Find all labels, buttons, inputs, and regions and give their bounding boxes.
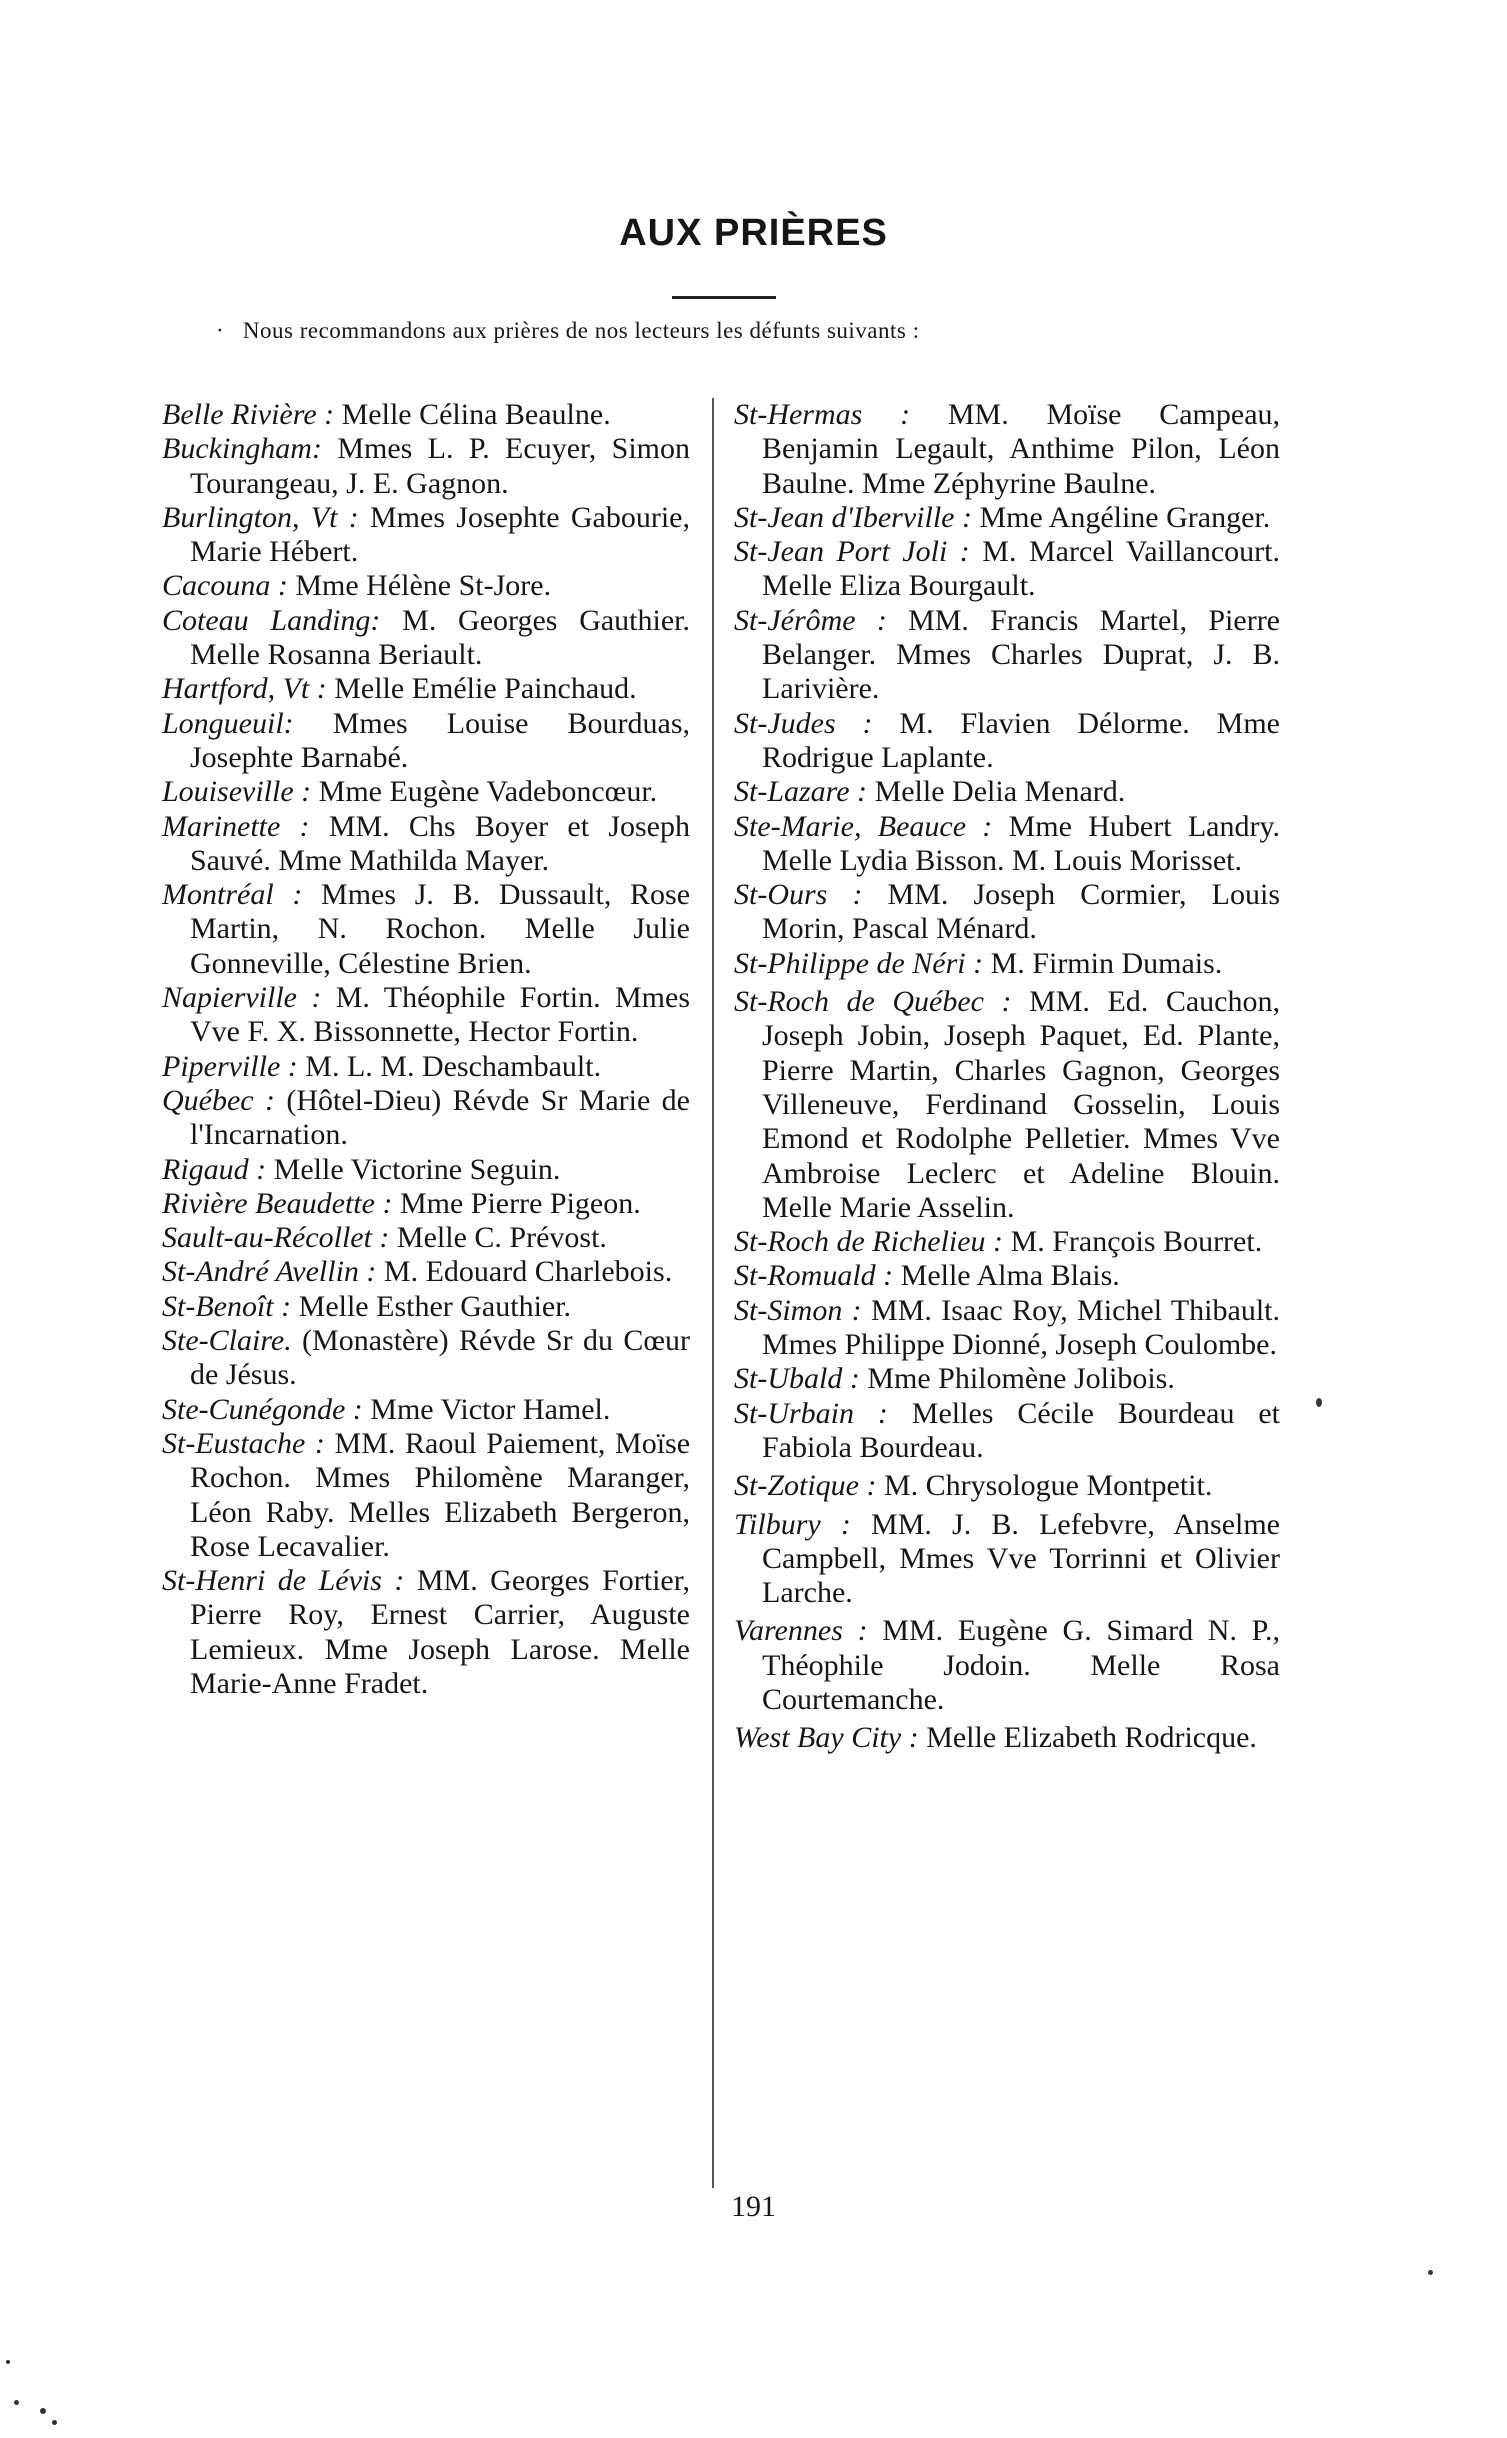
deceased-names: MM. Georges Fortier, Pierre Roy, Ernest Carrier, Auguste Lemieux. Mme Joseph Larose. Melle Marie-Anne Fradet. [190, 1564, 691, 1700]
obituary-entry [162, 1290, 690, 1324]
obituary-entry [162, 1324, 690, 1393]
parish-name: St-Roch de Québec : [734, 985, 1012, 1019]
column-divider [712, 398, 714, 2188]
deceased-names: Mmes L. P. Ecuyer, Simon Tourangeau, J. E. Gagnon. [190, 432, 690, 500]
deceased-names: Mmes J. B. Dussault, Rose Martin, N. Rochon. Melle Julie Gonneville, Célestine Brien. [190, 878, 691, 980]
parish-name: St-Ubald : [734, 1362, 860, 1396]
obituary-entry [162, 604, 690, 673]
parish-name: Burlington, Vt : [162, 500, 359, 534]
deceased-names: MM. Francis Martel, Pierre Belanger. Mmes Charles Duprat, J. B. Larivière. [762, 603, 1280, 706]
print-speck [1316, 1398, 1322, 1407]
parish-name: Ste-Cunégonde : [162, 1392, 363, 1426]
obituary-column-right [734, 398, 1280, 1756]
parish-name: St-Lazare : [734, 775, 868, 809]
obituary-entry [162, 398, 690, 432]
deceased-names: M. Théophile Fortin. Mmes Vve F. X. Bissonnette, Hector Fortin. [190, 981, 691, 1049]
parish-name: Coteau Landing: [162, 603, 381, 637]
parish-name: St-Hermas : [734, 398, 911, 431]
deceased-names: (Hôtel-Dieu) Révde Sr Marie de l'Incarnation. [190, 1083, 691, 1152]
parish-name: Rivière Beaudette : [162, 1186, 393, 1220]
parish-name: West Bay City : [734, 1721, 919, 1755]
deceased-names: Mme Pierre Pigeon. [399, 1186, 641, 1220]
parish-name: Louiseville : [162, 775, 312, 809]
deceased-names: Mme Eugène Vadeboncœur. [318, 775, 658, 809]
parish-name: Ste-Marie, Beauce : [734, 809, 993, 843]
deceased-names: Mme Victor Hamel. [370, 1392, 611, 1426]
deceased-names: Mme Hélène St-Jore. [295, 569, 552, 603]
obituary-entry [734, 535, 1280, 604]
deceased-names: MM. Moïse Campeau, Benjamin Legault, Anthime Pilon, Léon Baulne. Mme Zéphyrine Baulne. [762, 398, 1281, 500]
obituary-entry [162, 569, 690, 603]
obituary-entry [162, 1564, 690, 1701]
deceased-names: M. Georges Gauthier. Melle Rosanna Beriault. [190, 603, 690, 672]
deceased-names: M. Firmin Dumais. [990, 946, 1223, 980]
obituary-column-left [162, 398, 690, 1701]
parish-name: Hartford, Vt : [162, 672, 327, 706]
print-speck [1428, 2270, 1433, 2275]
obituary-entry [162, 432, 690, 501]
deceased-names: Melle Emélie Painchaud. [334, 672, 637, 706]
deceased-names: Melle C. Prévost. [396, 1221, 607, 1255]
obituary-entry [734, 810, 1280, 879]
deceased-names: (Monastère) Révde Sr du Cœur de Jésus. [190, 1324, 690, 1392]
parish-name: St-Benoît : [162, 1289, 292, 1323]
obituary-entry [162, 501, 690, 570]
obituary-entry [734, 707, 1280, 776]
deceased-names: Mme Philomène Jolibois. [867, 1362, 1175, 1396]
parish-name: Napierville : [162, 981, 322, 1015]
deceased-names: Melles Cécile Bourdeau et Fabiola Bourdeau. [762, 1396, 1281, 1464]
parish-name: St-Zotique : [734, 1469, 877, 1503]
deceased-names: M. Edouard Charlebois. [383, 1255, 673, 1289]
obituary-entry [734, 398, 1280, 501]
obituary-entry [734, 1259, 1280, 1293]
obituary-entry [162, 1393, 690, 1427]
obituary-entry [734, 1294, 1280, 1363]
parish-name: Tilbury : [734, 1507, 851, 1541]
parish-name: Piperville : [162, 1049, 298, 1083]
parish-name: Longueuil: [162, 706, 294, 740]
deceased-names: MM. Chs Boyer et Joseph Sauvé. Mme Mathilda Mayer. [190, 809, 690, 877]
parish-name: Montréal : [162, 878, 303, 912]
deceased-names: Melle Célina Beaulne. [341, 398, 611, 431]
deceased-names: Melle Esther Gauthier. [298, 1289, 572, 1323]
obituary-entry [162, 707, 690, 776]
deceased-names: Melle Delia Menard. [874, 775, 1126, 809]
parish-name: St-André Avellin : [162, 1255, 377, 1289]
obituary-entry [734, 1397, 1280, 1466]
deceased-names: Mme Angéline Granger. [979, 500, 1271, 534]
deceased-names: MM. Isaac Roy, Michel Thibault. Mmes Philippe Dionné, Joseph Coulombe. [762, 1293, 1280, 1362]
deceased-names: MM. Ed. Cauchon, Joseph Jobin, Joseph Paquet, Ed. Plante, Pierre Martin, Charles Gagnon, Georges Villeneuve, Ferdinand Gosselin, Louis Emond et Rodolphe Pelletier. Mmes Vve Ambroise Leclerc et Adeline Blouin. Melle Marie Asselin. [762, 985, 1280, 1224]
parish-name: St-Eustache : [162, 1426, 325, 1460]
parish-name: St-Urbain : [734, 1396, 888, 1430]
obituary-entry [734, 501, 1280, 535]
parish-name: Varennes : [734, 1614, 868, 1648]
deceased-names: Melle Victorine Seguin. [273, 1152, 561, 1186]
deceased-names: M. L. M. Deschambault. [305, 1049, 602, 1083]
print-speck [14, 2400, 19, 2405]
print-speck [6, 2360, 10, 2364]
parish-name: St-Jean d'Iberville : [734, 500, 972, 534]
parish-name: St-Jérôme : [734, 603, 887, 637]
parish-name: Ste-Claire. [162, 1324, 292, 1358]
deceased-names: Mme Hubert Landry. Melle Lydia Bisson. M. Louis Morisset. [762, 809, 1281, 877]
page-title: AUX PRIÈRES [619, 212, 888, 254]
deceased-names: MM. Eugène G. Simard N. P., Théophile Jodoin. Melle Rosa Courtemanche. [762, 1614, 1281, 1716]
title-rule [672, 296, 776, 299]
deceased-names: M. François Bourret. [1010, 1225, 1263, 1259]
parish-name: St-Jean Port Joli : [734, 535, 970, 569]
deceased-names: Melle Elizabeth Rodricque. [926, 1721, 1257, 1755]
deceased-names: Mmes Louise Bourduas, Josephte Barnabé. [190, 706, 690, 774]
print-speck [52, 2420, 57, 2425]
deceased-names: M. Flavien Délorme. Mme Rodrigue Laplante. [762, 706, 1281, 774]
obituary-entry [734, 1469, 1280, 1503]
obituary-entry [162, 1427, 690, 1564]
obituary-entry [162, 775, 690, 809]
parish-name: St-Philippe de Néri : [734, 946, 984, 980]
deceased-names: Mmes Josephte Gabourie, Marie Hébert. [190, 500, 690, 569]
obituary-entry [734, 1614, 1280, 1717]
print-speck [40, 2408, 46, 2414]
parish-name: Sault-au-Récollet : [162, 1221, 390, 1255]
obituary-entry [162, 672, 690, 706]
deceased-names: MM. Raoul Paiement, Moïse Rochon. Mmes Philomène Maranger, Léon Raby. Melles Elizabeth Bergeron, Rose Lecavalier. [190, 1426, 691, 1563]
obituary-entry [162, 1153, 690, 1187]
parish-name: Rigaud : [162, 1152, 267, 1186]
obituary-entry [734, 1362, 1280, 1396]
deceased-names: M. Chrysologue Montpetit. [884, 1469, 1213, 1503]
obituary-entry [162, 1050, 690, 1084]
obituary-entry [734, 947, 1280, 981]
obituary-entry [734, 775, 1280, 809]
intro-sentence: Nous recommandons aux prières de nos lecteurs les défunts suivants : [242, 318, 920, 343]
obituary-entry [162, 1084, 690, 1153]
obituary-entry [734, 985, 1280, 1225]
parish-name: Québec : [162, 1083, 275, 1117]
obituary-entry [734, 1225, 1280, 1259]
obituary-entry [734, 1721, 1280, 1755]
parish-name: Belle Rivière : [162, 398, 335, 431]
bullet-mark: · [216, 318, 243, 343]
parish-name: St-Simon : [734, 1293, 862, 1327]
parish-name: St-Judes : [734, 706, 873, 740]
parish-name: St-Henri de Lévis : [162, 1564, 405, 1598]
obituary-entry [734, 878, 1280, 947]
obituary-entry [162, 1187, 690, 1221]
deceased-names: Melle Alma Blais. [900, 1259, 1120, 1293]
obituary-entry [734, 1508, 1280, 1611]
deceased-names: MM. Joseph Cormier, Louis Morin, Pascal Ménard. [762, 878, 1280, 946]
parish-name: St-Romuald : [734, 1259, 894, 1293]
parish-name: Cacouna : [162, 569, 288, 603]
obituary-entry [162, 810, 690, 879]
page-number: 191 [731, 2190, 776, 2223]
obituary-entry [162, 1221, 690, 1255]
intro-text [216, 318, 1336, 344]
obituary-entry [162, 1255, 690, 1289]
obituary-entry [734, 604, 1280, 707]
obituary-entry [162, 981, 690, 1050]
parish-name: Buckingham: [162, 432, 322, 466]
deceased-names: M. Marcel Vaillancourt. Melle Eliza Bourgault. [762, 535, 1280, 603]
parish-name: Marinette : [162, 809, 310, 843]
parish-name: St-Ours : [734, 878, 863, 912]
obituary-entry [162, 878, 690, 981]
deceased-names: MM. J. B. Lefebvre, Anselme Campbell, Mmes Vve Torrinni et Olivier Larche. [762, 1507, 1280, 1610]
parish-name: St-Roch de Richelieu : [734, 1225, 1004, 1259]
